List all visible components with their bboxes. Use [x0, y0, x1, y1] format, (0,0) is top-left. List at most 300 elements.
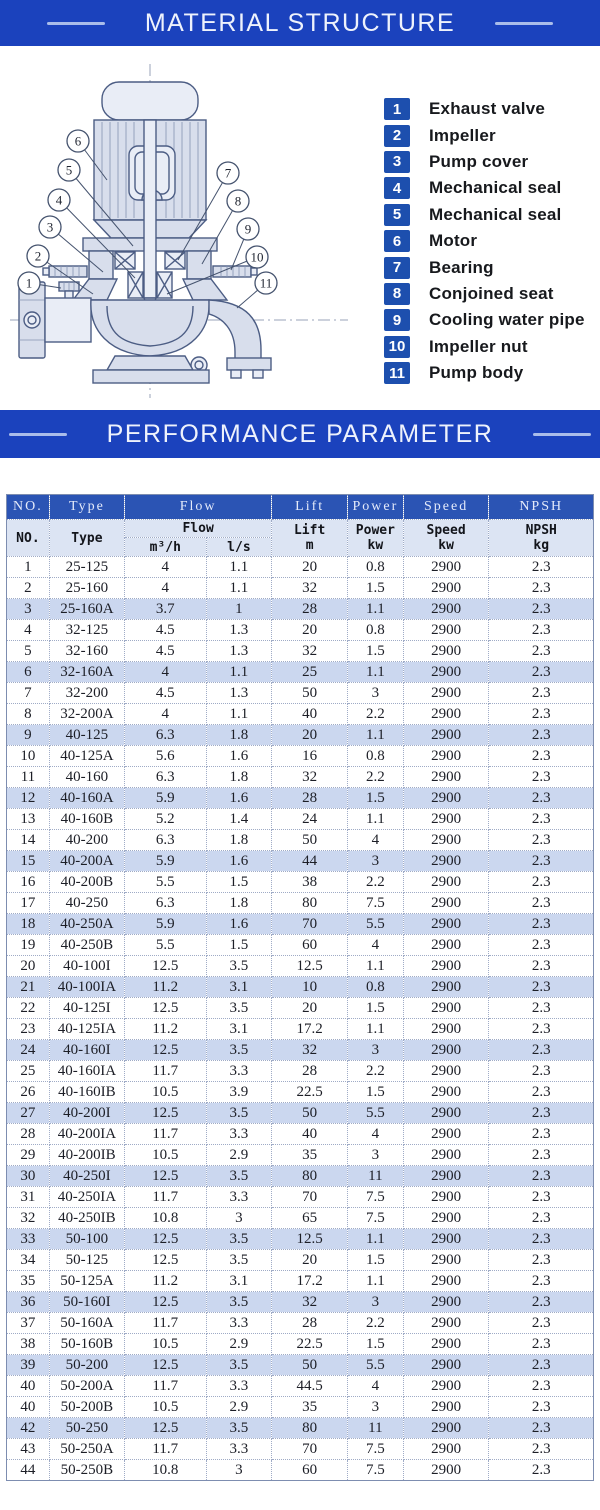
cell-flow-m3h: 12.5 — [124, 1418, 206, 1439]
cell-flow-m3h: 10.8 — [124, 1208, 206, 1229]
cell-type: 40-125A — [49, 746, 124, 767]
callout-number-1: 1 — [25, 275, 33, 291]
cell-lift: 32 — [272, 767, 348, 788]
cell-flow-m3h: 10.5 — [124, 1145, 206, 1166]
cell-power: 0.8 — [348, 620, 404, 641]
cell-flow-ls: 2.9 — [206, 1334, 272, 1355]
cell-no: 22 — [7, 998, 50, 1019]
legend-item-label: Pump body — [429, 363, 524, 383]
legend-number-badge: 9 — [384, 309, 410, 331]
performance-parameter-banner — [0, 410, 600, 458]
cell-no: 8 — [7, 704, 50, 725]
cell-speed: 2900 — [403, 1082, 489, 1103]
legend-item-label: Mechanical seal — [429, 204, 562, 224]
cell-power: 0.8 — [348, 746, 404, 767]
table-row — [7, 809, 594, 830]
table-row — [7, 830, 594, 851]
cell-flow-ls: 3.1 — [206, 1271, 272, 1292]
cell-lift: 40 — [272, 704, 348, 725]
cell-lift: 32 — [272, 1292, 348, 1313]
cell-no: 24 — [7, 1040, 50, 1061]
cell-no: 21 — [7, 977, 50, 998]
cell-type: 40-160I — [49, 1040, 124, 1061]
cell-no: 32 — [7, 1208, 50, 1229]
cell-no: 23 — [7, 1019, 50, 1040]
cell-speed: 2900 — [403, 704, 489, 725]
cell-power: 1.5 — [348, 1334, 404, 1355]
cell-type: 50-125 — [49, 1250, 124, 1271]
cell-npsh: 2.3 — [489, 1082, 594, 1103]
cell-type: 32-125 — [49, 620, 124, 641]
legend-item-6 — [384, 228, 585, 254]
cell-type: 40-250 — [49, 893, 124, 914]
cell-power: 5.5 — [348, 1355, 404, 1376]
cell-flow-ls: 1.6 — [206, 746, 272, 767]
table-row — [7, 956, 594, 977]
subheader-lift — [272, 520, 348, 557]
cell-lift: 28 — [272, 788, 348, 809]
cell-no: 15 — [7, 851, 50, 872]
cell-type: 25-160 — [49, 578, 124, 599]
table-row — [7, 1040, 594, 1061]
cell-speed: 2900 — [403, 1103, 489, 1124]
cell-no: 29 — [7, 1145, 50, 1166]
cell-speed: 2900 — [403, 1334, 489, 1355]
cell-power: 1.5 — [348, 641, 404, 662]
cell-npsh: 2.3 — [489, 1229, 594, 1250]
banner-dash-right — [533, 433, 591, 436]
speed-label: Speed — [426, 523, 466, 538]
cell-lift: 32 — [272, 578, 348, 599]
cell-flow-m3h: 4 — [124, 578, 206, 599]
cell-type: 40-100I — [49, 956, 124, 977]
legend-item-label: Impeller — [429, 125, 496, 145]
cell-flow-m3h: 11.2 — [124, 977, 206, 998]
cell-flow-ls: 3.5 — [206, 1292, 272, 1313]
cell-flow-ls: 3.5 — [206, 1040, 272, 1061]
cell-speed: 2900 — [403, 578, 489, 599]
cell-flow-ls: 1.1 — [206, 557, 272, 578]
cell-speed: 2900 — [403, 851, 489, 872]
cell-lift: 32 — [272, 1040, 348, 1061]
cell-speed: 2900 — [403, 1145, 489, 1166]
cell-flow-m3h: 10.5 — [124, 1082, 206, 1103]
cell-lift: 44 — [272, 851, 348, 872]
cell-flow-ls: 1.8 — [206, 893, 272, 914]
legend-number-badge: 3 — [384, 151, 410, 173]
cell-flow-m3h: 5.9 — [124, 914, 206, 935]
cell-no: 13 — [7, 809, 50, 830]
cell-flow-m3h: 12.5 — [124, 956, 206, 977]
table-row — [7, 1355, 594, 1376]
cell-no: 33 — [7, 1229, 50, 1250]
legend-number-badge: 6 — [384, 230, 410, 252]
legend-item-1 — [384, 96, 585, 122]
cell-no: 10 — [7, 746, 50, 767]
legend-number-badge: 5 — [384, 204, 410, 226]
cell-power: 4 — [348, 830, 404, 851]
cell-power: 1.5 — [348, 1082, 404, 1103]
cell-power: 3 — [348, 1292, 404, 1313]
cell-type: 40-200 — [49, 830, 124, 851]
table-row — [7, 1271, 594, 1292]
table-row — [7, 1229, 594, 1250]
cell-power: 3 — [348, 683, 404, 704]
table-row — [7, 935, 594, 956]
cell-speed: 2900 — [403, 662, 489, 683]
cell-power: 1.1 — [348, 1019, 404, 1040]
cell-speed: 2900 — [403, 977, 489, 998]
cell-no: 7 — [7, 683, 50, 704]
cell-flow-ls: 3.5 — [206, 1418, 272, 1439]
lift-label: Lift — [293, 523, 326, 538]
banner-dash-left — [9, 433, 67, 436]
cell-npsh: 2.3 — [489, 1334, 594, 1355]
cell-flow-ls: 1.3 — [206, 683, 272, 704]
cell-speed: 2900 — [403, 1292, 489, 1313]
cell-flow-ls: 3.5 — [206, 1355, 272, 1376]
cell-no: 25 — [7, 1061, 50, 1082]
legend-item-4 — [384, 175, 585, 201]
cell-flow-m3h: 5.9 — [124, 788, 206, 809]
cell-npsh: 2.3 — [489, 1145, 594, 1166]
legend-number-badge: 11 — [384, 362, 410, 384]
cell-flow-m3h: 4 — [124, 662, 206, 683]
legend-item-label: Bearing — [429, 257, 494, 277]
cell-flow-m3h: 4.5 — [124, 620, 206, 641]
cell-lift: 25 — [272, 662, 348, 683]
cell-power: 5.5 — [348, 1103, 404, 1124]
cell-power: 7.5 — [348, 1460, 404, 1481]
cell-type: 40-200IA — [49, 1124, 124, 1145]
cell-flow-ls: 1.1 — [206, 704, 272, 725]
cell-type: 50-160A — [49, 1313, 124, 1334]
subheader-npsh — [489, 520, 594, 557]
table-row — [7, 1082, 594, 1103]
cell-flow-ls: 3 — [206, 1208, 272, 1229]
cell-flow-m3h: 11.2 — [124, 1019, 206, 1040]
table-row — [7, 641, 594, 662]
cell-power: 1.1 — [348, 662, 404, 683]
cell-power: 3 — [348, 1145, 404, 1166]
cell-type: 40-125 — [49, 725, 124, 746]
cell-type: 40-160A — [49, 788, 124, 809]
callout-number-7: 7 — [224, 165, 232, 181]
cell-flow-m3h: 5.9 — [124, 851, 206, 872]
cell-flow-m3h: 6.3 — [124, 725, 206, 746]
cell-speed: 2900 — [403, 1229, 489, 1250]
legend-item-label: Impeller nut — [429, 336, 528, 356]
cell-npsh: 2.3 — [489, 578, 594, 599]
table-row — [7, 557, 594, 578]
legend-item-label: Mechanical seal — [429, 178, 562, 198]
cell-type: 32-200A — [49, 704, 124, 725]
power-unit: kw — [367, 538, 384, 553]
cell-flow-ls: 3.5 — [206, 1103, 272, 1124]
cell-type: 40-200I — [49, 1103, 124, 1124]
cell-npsh: 2.3 — [489, 914, 594, 935]
cell-lift: 12.5 — [272, 956, 348, 977]
table-row — [7, 1460, 594, 1481]
cell-flow-m3h: 6.3 — [124, 893, 206, 914]
cell-speed: 2900 — [403, 557, 489, 578]
cell-flow-m3h: 11.7 — [124, 1061, 206, 1082]
cell-lift: 40 — [272, 1124, 348, 1145]
table-row — [7, 704, 594, 725]
cell-flow-m3h: 4 — [124, 704, 206, 725]
cell-power: 11 — [348, 1418, 404, 1439]
header-speed: Speed — [403, 495, 489, 520]
cell-speed: 2900 — [403, 1313, 489, 1334]
cell-npsh: 2.3 — [489, 641, 594, 662]
subheader-speed — [403, 520, 489, 557]
table-row — [7, 1313, 594, 1334]
cell-flow-m3h: 5.2 — [124, 809, 206, 830]
callout-number-2: 2 — [34, 248, 42, 264]
cell-power: 7.5 — [348, 1439, 404, 1460]
callout-number-8: 8 — [234, 193, 242, 209]
cell-no: 42 — [7, 1418, 50, 1439]
cell-no: 6 — [7, 662, 50, 683]
cell-lift: 28 — [272, 599, 348, 620]
cell-no: 16 — [7, 872, 50, 893]
cell-type: 40-250IA — [49, 1187, 124, 1208]
cell-no: 1 — [7, 557, 50, 578]
cell-lift: 17.2 — [272, 1271, 348, 1292]
cell-speed: 2900 — [403, 1187, 489, 1208]
cell-npsh: 2.3 — [489, 557, 594, 578]
cell-lift: 22.5 — [272, 1082, 348, 1103]
cell-type: 50-200B — [49, 1397, 124, 1418]
cell-flow-ls: 3.5 — [206, 1166, 272, 1187]
legend-item-11 — [384, 360, 585, 386]
cell-speed: 2900 — [403, 998, 489, 1019]
cell-lift: 44.5 — [272, 1376, 348, 1397]
cell-flow-ls: 3.5 — [206, 1229, 272, 1250]
cell-lift: 80 — [272, 1166, 348, 1187]
cell-type: 50-160I — [49, 1292, 124, 1313]
cell-flow-ls: 1.3 — [206, 641, 272, 662]
cell-no: 27 — [7, 1103, 50, 1124]
cell-no: 43 — [7, 1439, 50, 1460]
cell-no: 31 — [7, 1187, 50, 1208]
legend-item-2 — [384, 122, 585, 148]
cell-no: 37 — [7, 1313, 50, 1334]
cell-flow-ls: 2.9 — [206, 1397, 272, 1418]
legend-number-badge: 7 — [384, 257, 410, 279]
cell-power: 1.5 — [348, 578, 404, 599]
cell-no: 14 — [7, 830, 50, 851]
cell-npsh: 2.3 — [489, 1271, 594, 1292]
legend-item-5 — [384, 202, 585, 228]
cell-speed: 2900 — [403, 1019, 489, 1040]
cell-flow-m3h: 11.7 — [124, 1376, 206, 1397]
table-row — [7, 1208, 594, 1229]
legend-item-label: Exhaust valve — [429, 99, 545, 119]
table-row — [7, 893, 594, 914]
legend-item-label: Motor — [429, 231, 478, 251]
cell-speed: 2900 — [403, 1355, 489, 1376]
cell-power: 3 — [348, 1397, 404, 1418]
cell-type: 40-200IB — [49, 1145, 124, 1166]
cell-npsh: 2.3 — [489, 746, 594, 767]
cell-speed: 2900 — [403, 599, 489, 620]
table-row — [7, 1166, 594, 1187]
banner-dash-left — [47, 22, 105, 25]
cell-power: 2.2 — [348, 767, 404, 788]
parts-legend — [384, 96, 585, 410]
cell-lift: 12.5 — [272, 1229, 348, 1250]
callout-number-4: 4 — [55, 192, 63, 208]
header-no: NO. — [7, 495, 50, 520]
cell-npsh: 2.3 — [489, 830, 594, 851]
cell-flow-ls: 3.3 — [206, 1187, 272, 1208]
cell-flow-ls: 3.1 — [206, 1019, 272, 1040]
cell-speed: 2900 — [403, 1460, 489, 1481]
cell-flow-m3h: 11.2 — [124, 1271, 206, 1292]
cell-speed: 2900 — [403, 746, 489, 767]
cell-flow-ls: 1.6 — [206, 851, 272, 872]
legend-number-badge: 10 — [384, 336, 410, 358]
cell-flow-ls: 3.3 — [206, 1376, 272, 1397]
cell-flow-m3h: 12.5 — [124, 1103, 206, 1124]
cell-power: 1.1 — [348, 809, 404, 830]
cell-flow-ls: 3.3 — [206, 1439, 272, 1460]
callout-number-10: 10 — [250, 249, 264, 265]
table-row — [7, 1250, 594, 1271]
performance-parameter-title: PERFORMANCE PARAMETER — [106, 419, 494, 448]
cell-flow-m3h: 4 — [124, 557, 206, 578]
cell-speed: 2900 — [403, 1271, 489, 1292]
cell-npsh: 2.3 — [489, 1460, 594, 1481]
cell-lift: 65 — [272, 1208, 348, 1229]
cell-no: 44 — [7, 1460, 50, 1481]
cell-power: 4 — [348, 1124, 404, 1145]
legend-item-label: Cooling water pipe — [429, 310, 585, 330]
cell-type: 40-125IA — [49, 1019, 124, 1040]
table-row — [7, 872, 594, 893]
cell-power: 0.8 — [348, 977, 404, 998]
lift-unit: m — [305, 538, 314, 553]
cell-type: 50-200 — [49, 1355, 124, 1376]
header-power: Power — [348, 495, 404, 520]
cell-npsh: 2.3 — [489, 1439, 594, 1460]
cell-flow-m3h: 11.7 — [124, 1313, 206, 1334]
cell-no: 3 — [7, 599, 50, 620]
subheader-no: NO. — [7, 520, 50, 557]
cell-no: 36 — [7, 1292, 50, 1313]
legend-item-label: Conjoined seat — [429, 283, 554, 303]
material-structure-banner — [0, 0, 600, 46]
legend-item-8 — [384, 281, 585, 307]
cell-lift: 17.2 — [272, 1019, 348, 1040]
cell-npsh: 2.3 — [489, 977, 594, 998]
table-row — [7, 1376, 594, 1397]
legend-number-badge: 8 — [384, 283, 410, 305]
cell-flow-ls: 3.5 — [206, 956, 272, 977]
table-row — [7, 1187, 594, 1208]
cell-flow-m3h: 12.5 — [124, 1229, 206, 1250]
cell-flow-m3h: 11.7 — [124, 1124, 206, 1145]
cell-flow-m3h: 10.8 — [124, 1460, 206, 1481]
cell-power: 7.5 — [348, 893, 404, 914]
cell-lift: 70 — [272, 1439, 348, 1460]
table-row — [7, 578, 594, 599]
cell-flow-m3h: 12.5 — [124, 1040, 206, 1061]
table-row — [7, 599, 594, 620]
cell-flow-ls: 3.5 — [206, 1250, 272, 1271]
flow-unit-m3h: m³/h — [124, 538, 206, 557]
cell-power: 5.5 — [348, 914, 404, 935]
cell-flow-ls: 3.5 — [206, 998, 272, 1019]
cell-npsh: 2.3 — [489, 1292, 594, 1313]
cell-npsh: 2.3 — [489, 1103, 594, 1124]
cell-type: 40-250I — [49, 1166, 124, 1187]
cell-flow-ls: 1.8 — [206, 767, 272, 788]
cell-lift: 60 — [272, 935, 348, 956]
cell-flow-ls: 1.6 — [206, 788, 272, 809]
flow-unit-ls: l/s — [206, 538, 272, 557]
cell-power: 11 — [348, 1166, 404, 1187]
performance-table — [6, 494, 594, 1481]
cell-type: 40-100IA — [49, 977, 124, 998]
cell-npsh: 2.3 — [489, 1187, 594, 1208]
cell-flow-ls: 1.8 — [206, 830, 272, 851]
cell-lift: 20 — [272, 620, 348, 641]
cell-speed: 2900 — [403, 620, 489, 641]
cell-flow-ls: 3.1 — [206, 977, 272, 998]
cell-power: 1.1 — [348, 956, 404, 977]
cell-power: 4 — [348, 1376, 404, 1397]
cell-lift: 35 — [272, 1397, 348, 1418]
cell-speed: 2900 — [403, 893, 489, 914]
speed-unit: kw — [438, 538, 454, 553]
cell-no: 4 — [7, 620, 50, 641]
cell-power: 0.8 — [348, 557, 404, 578]
cell-lift: 35 — [272, 1145, 348, 1166]
cell-flow-ls: 3.9 — [206, 1082, 272, 1103]
header-type: Type — [49, 495, 124, 520]
table-row — [7, 977, 594, 998]
cell-type: 25-160A — [49, 599, 124, 620]
cell-type: 32-200 — [49, 683, 124, 704]
cell-lift: 16 — [272, 746, 348, 767]
table-row — [7, 788, 594, 809]
cell-speed: 2900 — [403, 1208, 489, 1229]
cell-speed: 2900 — [403, 1124, 489, 1145]
cell-npsh: 2.3 — [489, 1313, 594, 1334]
cell-speed: 2900 — [403, 641, 489, 662]
cell-power: 1.5 — [348, 788, 404, 809]
cell-flow-m3h: 12.5 — [124, 998, 206, 1019]
cell-npsh: 2.3 — [489, 1250, 594, 1271]
cell-lift: 22.5 — [272, 1334, 348, 1355]
subheader-power — [348, 520, 404, 557]
table-row — [7, 1397, 594, 1418]
cell-npsh: 2.3 — [489, 1166, 594, 1187]
cell-no: 38 — [7, 1334, 50, 1355]
table-row — [7, 1292, 594, 1313]
callout-number-3: 3 — [46, 219, 54, 235]
table-row — [7, 1061, 594, 1082]
cell-speed: 2900 — [403, 788, 489, 809]
legend-item-3 — [384, 149, 585, 175]
cell-flow-m3h: 5.5 — [124, 872, 206, 893]
header-npsh: NPSH — [489, 495, 594, 520]
cell-power: 4 — [348, 935, 404, 956]
cell-npsh: 2.3 — [489, 599, 594, 620]
cell-speed: 2900 — [403, 683, 489, 704]
